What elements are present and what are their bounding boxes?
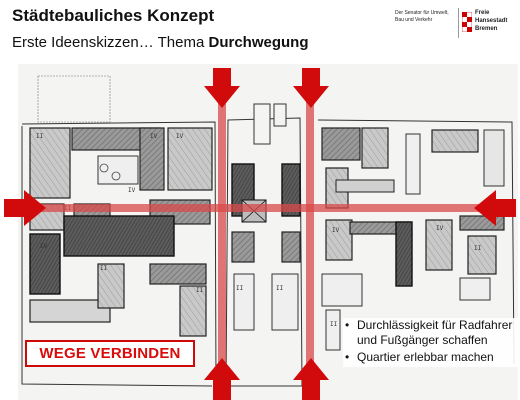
svg-text:IV: IV: [436, 225, 444, 232]
bremen-logo: [395, 6, 515, 40]
svg-text:II: II: [330, 321, 338, 328]
bullet-list: [343, 318, 518, 367]
east-west-path-band: [18, 204, 516, 212]
svg-text:II: II: [100, 265, 108, 272]
svg-text:II: II: [36, 133, 44, 140]
north-south-path-band-right: [306, 94, 314, 384]
city-name: [475, 9, 519, 33]
bullet-item-quartier: • Quartier erlebbar machen: [343, 350, 518, 365]
svg-text:II: II: [196, 287, 204, 294]
svg-text:IV: IV: [332, 227, 340, 234]
subtitle-text: Erste Ideenskizzen… Thema: [12, 34, 209, 51]
senator-label: Der Senator für Umwelt, Bau und Verkehr: [395, 10, 449, 23]
svg-text:II: II: [276, 285, 284, 292]
svg-text:IV: IV: [40, 243, 48, 250]
logo-divider: [458, 8, 459, 38]
svg-text:II: II: [474, 245, 482, 252]
svg-text:IV: IV: [128, 187, 136, 194]
wege-verbinden-callout: WEGE VERBINDEN: [25, 340, 195, 367]
slide-title: Städtebauliches Konzept: [12, 6, 215, 25]
svg-text:IV: IV: [150, 133, 158, 140]
north-south-path-band-left: [218, 94, 226, 384]
svg-text:II: II: [236, 285, 244, 292]
city-line-3: Bremen: [475, 26, 498, 32]
subtitle-emphasis: Durchwegung: [208, 34, 309, 51]
city-line-1: Freie: [475, 10, 490, 16]
bremen-flag-icon: [462, 12, 472, 32]
slide-subtitle: [12, 34, 308, 51]
svg-text:IV: IV: [176, 133, 184, 140]
bullet-item-durchlaessigkeit: • Durchlässigkeit für Radfahrer und Fußgänger schaffen: [343, 318, 518, 348]
city-line-2: Hansestadt: [475, 18, 508, 24]
